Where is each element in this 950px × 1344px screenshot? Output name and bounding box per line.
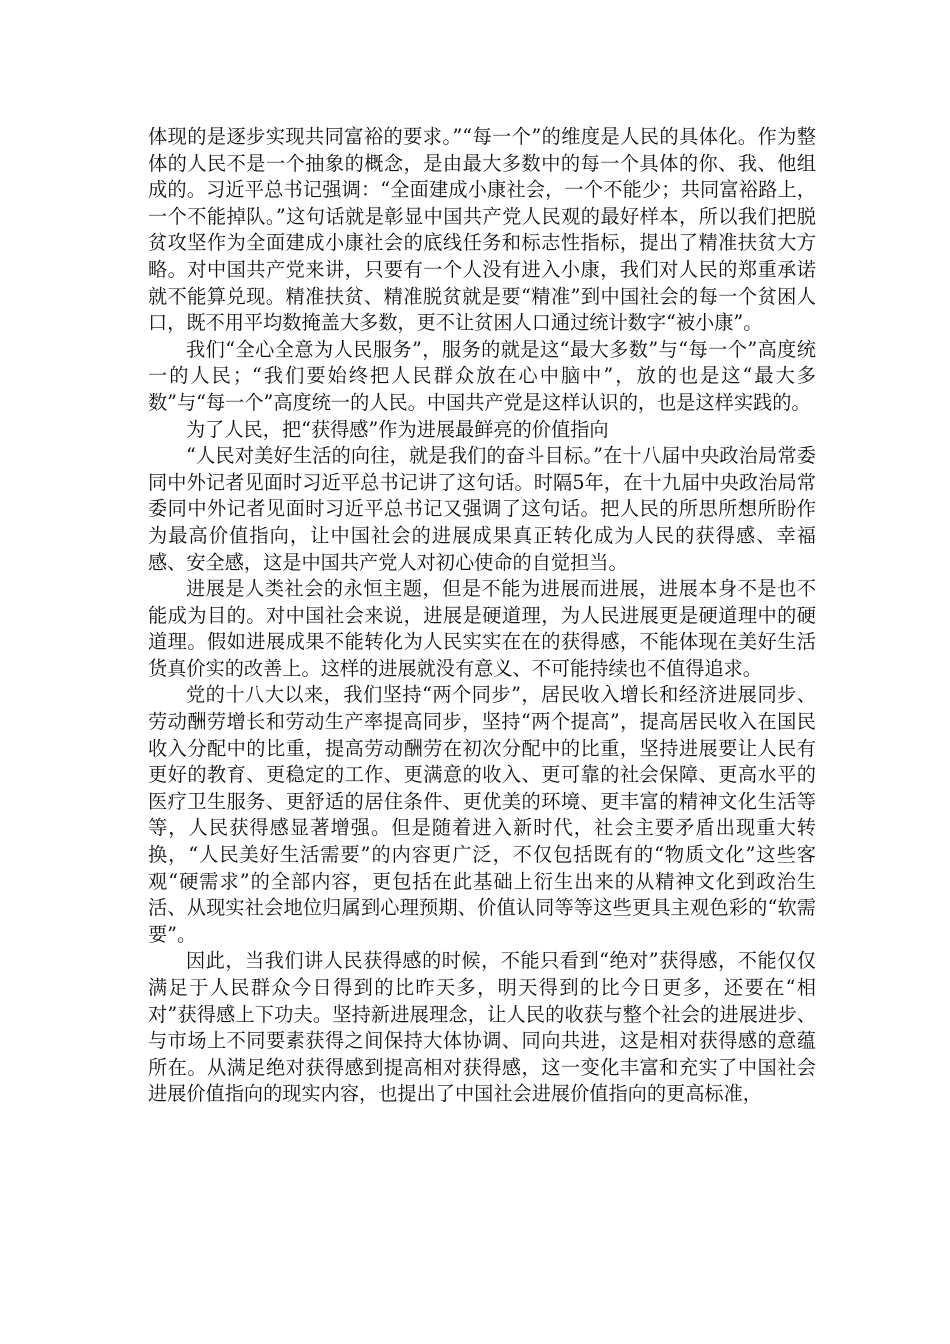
paragraph: 党的十八大以来，我们坚持“两个同步”，居民收入增长和经济进展同步、劳动酬劳增长和劳动生产率提高同步，坚持“两个提高”，提高居民收入在国民收入分配中的比重，提高劳动酬劳在初次分配中的比重，坚持进展要让人民有更好的教育、更稳定的工作、更满意的收入、更可靠的社会保障、更高水平的医疗卫生服务、更舒适的居住条件、更优美的环境、更丰富的精神文化生活等等，人民获得感显著增强。但是随着进入新时代，社会主要矛盾出现重大转换，“人民美好生活需要”的内容更广泛，不仅包括既有的“物质文化”这些客观“硬需求”的全部内容，更包括在此基础上衍生出来的从精神文化到政治生活、从现实社会地位归属到心理预期、价值认同等等这些更具主观色彩的“软需要”。 <box>148 683 816 946</box>
paragraph: 进展是人类社会的永恒主题，但是不能为进展而进展，进展本身不是也不能成为目的。对中国社会来说，进展是硬道理，为人民进展更是硬道理中的硬道理。假如进展成果不能转化为人民实实在在的获得感，不能体现在美好生活货真价实的改善上。这样的进展就没有意义、不可能持续也不值得追求。 <box>148 577 816 680</box>
paragraph: 体现的是逐步实现共同富裕的要求。”“每一个”的维度是人民的具体化。作为整体的人民不是一个抽象的概念，是由最大多数中的每一个具体的你、我、他组成的。习近平总书记强调：“全面建成小康社会，一个不能少；共同富裕路上，一个不能掉队。”这句话就是彰显中国共产党人民观的最好样本，所以我们把脱贫攻坚作为全面建成小康社会的底线任务和标志性指标，提出了精准扶贫大方略。对中国共产党来讲，只要有一个人没有进入小康，我们对人民的郑重承诺就不能算兑现。精准扶贫、精准脱贫就是要“精准”到中国社会的每一个贫困人口，既不用平均数掩盖大多数，更不让贫困人口通过统计数字“被小康”。 <box>148 125 816 335</box>
document-page <box>148 124 816 1108</box>
paragraph: 因此，当我们讲人民获得感的时候，不能只看到“绝对”获得感，不能仅仅满足于人民群众今日得到的比昨天多，明天得到的比今日更多，还要在“相对”获得感上下功夫。坚持新进展理念，让人民的收获与整个社会的进展进步、与市场上不同要素获得之间保持大体协调、同向共进，这是相对获得感的意蕴所在。从满足绝对获得感到提高相对获得感，这一变化丰富和充实了中国社会进展价值指向的现实内容，也提出了中国社会进展价值指向的更高标准， <box>148 949 816 1106</box>
paragraph: 我们“全心全意为人民服务”，服务的就是这“最大多数”与“每一个”高度统一的人民；“我们要始终把人民群众放在心中脑中”，放的也是这“最大多数”与“每一个”高度统一的人民。中国共产党是这样认识的，也是这样实践的。 <box>148 337 816 414</box>
paragraph: “人民对美好生活的向往，就是我们的奋斗目标。”在十八届中央政治局常委同中外记者见面时习近平总书记讲了这句话。时隔5年，在十九届中央政治局常委同中外记者见面时习近平总书记又强调了这句话。把人民的所思所想所盼作为最高价值指向，让中国社会的进展成果真正转化成为人民的获得感、幸福感、安全感，这是中国共产党人对初心使命的自觉担当。 <box>148 444 816 574</box>
section-heading: 为了人民，把“获得感”作为进展最鲜亮的价值指向 <box>186 417 609 441</box>
